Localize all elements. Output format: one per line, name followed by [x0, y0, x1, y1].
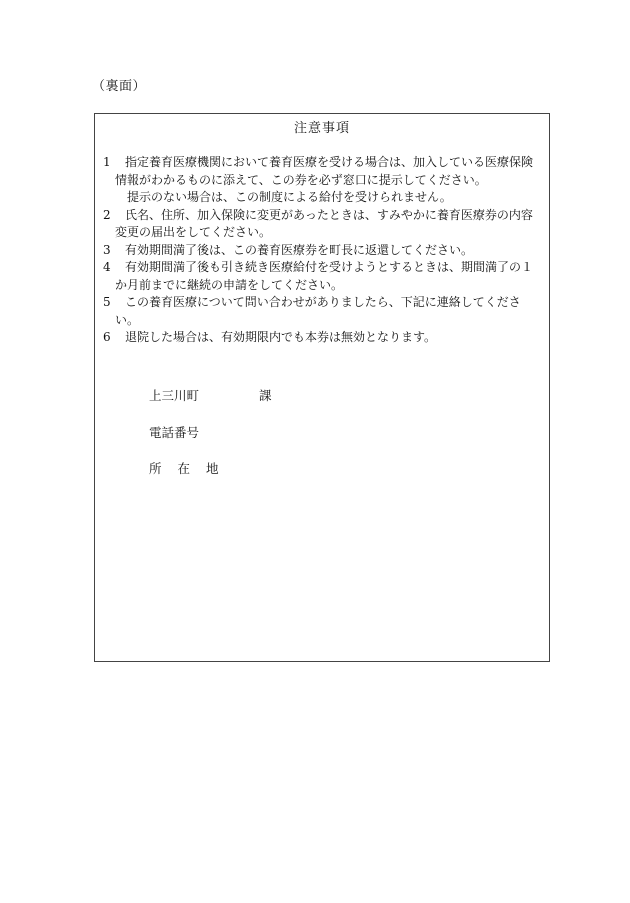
town-name: 上三川町 — [149, 388, 200, 403]
notice-items — [103, 154, 543, 347]
item-text: 退院した場合は、有効期限内でも本券は無効となります。 — [125, 330, 437, 344]
item-text: 有効期間満了後も引き続き医療給付を受けようとするときは、期間満了の１か月前までに継続の申請をしてください。 — [115, 260, 534, 292]
item-text: 氏名、住所、加入保険に変更があったときは、すみやかに養育医療券の内容変更の届出をしてください。 — [115, 207, 533, 239]
item-number: 1 — [103, 155, 111, 169]
item-number: 5 — [103, 295, 111, 309]
notice-box — [94, 113, 550, 662]
phone-label: 電話番号 — [149, 425, 200, 440]
item-number: 4 — [103, 260, 111, 274]
notice-title: 注意事項 — [293, 121, 350, 136]
item-text: 指定養育医療機関において養育医療を受ける場合は、加入している医療保険情報がわかるものに添えて、この券を必ず窓口に提示してください。 — [115, 155, 534, 187]
item-number: 6 — [103, 330, 111, 344]
notice-item-1 — [103, 154, 543, 189]
item-text: この養育医療について問い合わせがありましたら、下記に連絡してください。 — [115, 295, 521, 327]
notice-item-6 — [103, 329, 543, 347]
page-side-label: （裏面） — [92, 79, 147, 94]
notice-item-3 — [103, 242, 543, 260]
location-label: 所 在 地 — [149, 461, 225, 476]
notice-item-2 — [103, 207, 543, 242]
notice-item-5 — [103, 294, 543, 329]
contact-location-row — [149, 460, 224, 478]
section-suffix: 課 — [259, 388, 272, 403]
notice-item-1-note: 提示のない場合は、この制度による給付を受けられません。 — [127, 190, 452, 204]
notice-item-4 — [103, 259, 543, 294]
contact-phone-row — [149, 424, 199, 442]
item-text: 有効期間満了後は、この養育医療券を町長に返還してください。 — [125, 242, 474, 257]
contact-town-row — [149, 387, 272, 405]
item-number: 2 — [103, 207, 111, 222]
item-number: 3 — [103, 242, 111, 257]
